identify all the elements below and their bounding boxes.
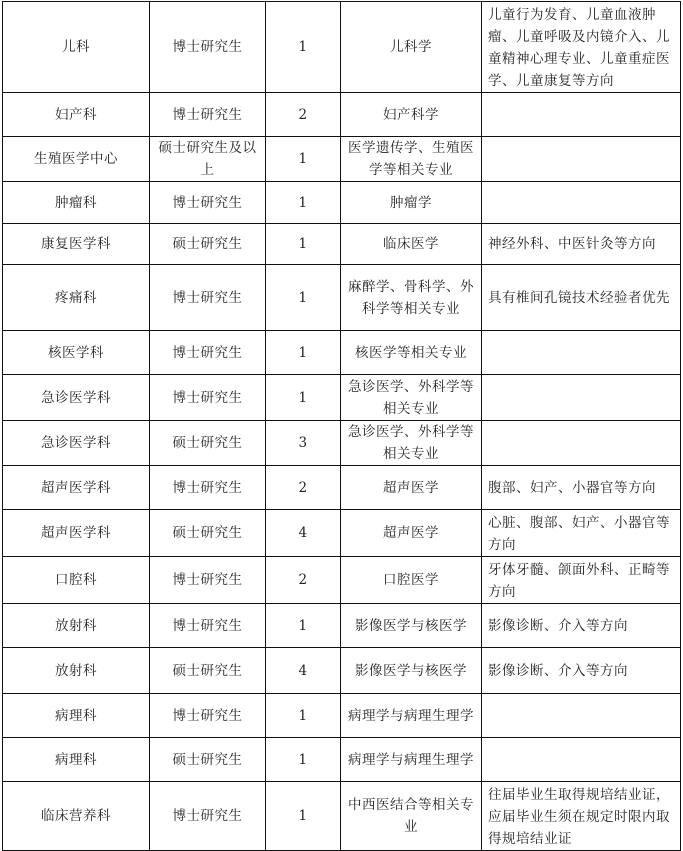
education-cell: 硕士研究生 xyxy=(150,224,266,265)
table-row xyxy=(3,648,681,694)
department-cell: 口腔科 xyxy=(3,557,150,604)
remarks-cell xyxy=(482,331,681,375)
table-row xyxy=(3,2,681,93)
count-cell: 2 xyxy=(266,93,341,137)
education-cell: 博士研究生 xyxy=(150,93,266,137)
education-cell: 博士研究生 xyxy=(150,375,266,421)
remarks-cell: 往届毕业生取得规培结业证，应届毕业生须在规定时限内取得规培结业证 xyxy=(482,782,681,851)
remarks-cell xyxy=(482,137,681,182)
education-cell: 博士研究生 xyxy=(150,182,266,224)
remarks-cell: 腹部、妇产、小器官等方向 xyxy=(482,466,681,510)
major-cell: 超声医学 xyxy=(341,466,482,510)
department-cell: 放射科 xyxy=(3,604,150,648)
department-cell: 急诊医学科 xyxy=(3,375,150,421)
major-cell: 影像医学与核医学 xyxy=(341,604,482,648)
education-cell: 硕士研究生 xyxy=(150,421,266,466)
major-cell: 病理学与病理生理学 xyxy=(341,738,482,782)
remarks-cell: 具有椎间孔镜技术经验者优先 xyxy=(482,265,681,331)
department-cell: 放射科 xyxy=(3,648,150,694)
education-cell: 博士研究生 xyxy=(150,265,266,331)
count-cell: 1 xyxy=(266,265,341,331)
remarks-cell xyxy=(482,375,681,421)
major-cell: 临床医学 xyxy=(341,224,482,265)
department-cell: 康复医学科 xyxy=(3,224,150,265)
count-cell: 2 xyxy=(266,557,341,604)
education-cell: 博士研究生 xyxy=(150,466,266,510)
table-row xyxy=(3,93,681,137)
education-cell: 硕士研究生 xyxy=(150,648,266,694)
education-cell: 博士研究生 xyxy=(150,2,266,93)
remarks-cell xyxy=(482,421,681,466)
table-row xyxy=(3,738,681,782)
remarks-cell xyxy=(482,182,681,224)
remarks-cell xyxy=(482,694,681,738)
department-cell: 临床营养科 xyxy=(3,782,150,851)
department-cell: 疼痛科 xyxy=(3,265,150,331)
major-cell: 超声医学 xyxy=(341,510,482,557)
department-cell: 核医学科 xyxy=(3,331,150,375)
major-cell: 影像医学与核医学 xyxy=(341,648,482,694)
count-cell: 1 xyxy=(266,694,341,738)
education-cell: 博士研究生 xyxy=(150,694,266,738)
count-cell: 1 xyxy=(266,2,341,93)
major-cell: 口腔医学 xyxy=(341,557,482,604)
education-cell: 硕士研究生及以上 xyxy=(150,137,266,182)
count-cell: 1 xyxy=(266,782,341,851)
education-cell: 硕士研究生 xyxy=(150,738,266,782)
count-cell: 1 xyxy=(266,375,341,421)
table-row xyxy=(3,694,681,738)
remarks-cell: 影像诊断、介入等方向 xyxy=(482,604,681,648)
table-row xyxy=(3,782,681,851)
count-cell: 1 xyxy=(266,738,341,782)
education-cell: 硕士研究生 xyxy=(150,510,266,557)
department-cell: 超声医学科 xyxy=(3,510,150,557)
remarks-cell: 牙体牙髓、颌面外科、正畸等方向 xyxy=(482,557,681,604)
count-cell: 1 xyxy=(266,604,341,648)
education-cell: 博士研究生 xyxy=(150,331,266,375)
major-cell: 医学遗传学、生殖医学等相关专业 xyxy=(341,137,482,182)
department-cell: 生殖医学中心 xyxy=(3,137,150,182)
education-cell: 博士研究生 xyxy=(150,604,266,648)
table-body xyxy=(3,2,681,851)
major-cell: 儿科学 xyxy=(341,2,482,93)
count-cell: 3 xyxy=(266,421,341,466)
table-row xyxy=(3,375,681,421)
table-row xyxy=(3,510,681,557)
department-cell: 病理科 xyxy=(3,738,150,782)
major-cell: 急诊医学、外科学等相关专业 xyxy=(341,375,482,421)
department-cell: 急诊医学科 xyxy=(3,421,150,466)
count-cell: 1 xyxy=(266,331,341,375)
department-cell: 超声医学科 xyxy=(3,466,150,510)
major-cell: 妇产科学 xyxy=(341,93,482,137)
table-row xyxy=(3,466,681,510)
table-row xyxy=(3,421,681,466)
count-cell: 1 xyxy=(266,137,341,182)
education-cell: 博士研究生 xyxy=(150,557,266,604)
table-row xyxy=(3,182,681,224)
major-cell: 病理学与病理生理学 xyxy=(341,694,482,738)
table-row xyxy=(3,331,681,375)
count-cell: 4 xyxy=(266,648,341,694)
count-cell: 1 xyxy=(266,224,341,265)
table-row xyxy=(3,137,681,182)
remarks-cell: 心脏、腹部、妇产、小器官等方向 xyxy=(482,510,681,557)
count-cell: 2 xyxy=(266,466,341,510)
major-cell: 急诊医学、外科学等相关专业 xyxy=(341,421,482,466)
count-cell: 1 xyxy=(266,182,341,224)
major-cell: 肿瘤学 xyxy=(341,182,482,224)
department-cell: 病理科 xyxy=(3,694,150,738)
major-cell: 中西医结合等相关专业 xyxy=(341,782,482,851)
table-row xyxy=(3,557,681,604)
remarks-cell xyxy=(482,738,681,782)
table-row xyxy=(3,265,681,331)
table-row xyxy=(3,224,681,265)
major-cell: 核医学等相关专业 xyxy=(341,331,482,375)
department-cell: 妇产科 xyxy=(3,93,150,137)
remarks-cell: 影像诊断、介入等方向 xyxy=(482,648,681,694)
education-cell: 博士研究生 xyxy=(150,782,266,851)
major-cell: 麻醉学、骨科学、外科学等相关专业 xyxy=(341,265,482,331)
remarks-cell xyxy=(482,93,681,137)
count-cell: 4 xyxy=(266,510,341,557)
remarks-cell: 神经外科、中医针灸等方向 xyxy=(482,224,681,265)
department-cell: 肿瘤科 xyxy=(3,182,150,224)
department-cell: 儿科 xyxy=(3,2,150,93)
remarks-cell: 儿童行为发育、儿童血液肿瘤、儿童呼吸及内镜介入、儿童精神心理专业、儿童重症医学、儿童康复等方向 xyxy=(482,2,681,93)
recruitment-table xyxy=(2,1,681,851)
table-row xyxy=(3,604,681,648)
